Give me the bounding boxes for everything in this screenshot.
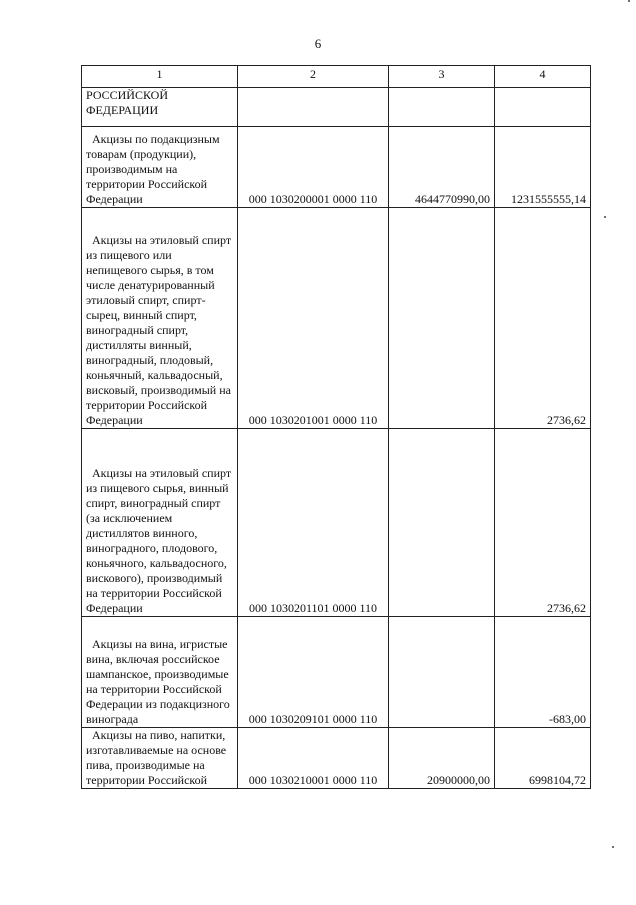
table-row [82, 127, 591, 208]
row-value-col4: 2736,62 [495, 429, 591, 617]
table-row [82, 88, 591, 127]
row-value-col3: 4644770990,00 [389, 127, 495, 208]
scan-speck [612, 846, 614, 848]
row-name: Акцизы по подакцизным товарам (продукции), производимым на территории Российской Федерации [82, 127, 238, 208]
row-value-col3 [389, 429, 495, 617]
row-code: 000 1030200001 0000 110 [238, 127, 389, 208]
row-name: Акцизы на вина, игристые вина, включая российское шампанское, производимые на территории Российской Федерации из подакцизного винограда [82, 617, 238, 728]
row-code: 000 1030201101 0000 110 [238, 429, 389, 617]
column-header: 1 [82, 66, 238, 88]
row-value-col3 [389, 88, 495, 127]
table-row [82, 728, 591, 789]
row-value-col3: 20900000,00 [389, 728, 495, 789]
scan-speck [628, 0, 630, 2]
table-header-row [82, 66, 591, 88]
table-row [82, 617, 591, 728]
row-value-col4 [495, 88, 591, 127]
row-value-col3 [389, 208, 495, 429]
column-header: 4 [495, 66, 591, 88]
column-header: 2 [238, 66, 389, 88]
row-value-col4: 6998104,72 [495, 728, 591, 789]
scan-speck [604, 216, 606, 218]
row-code: 000 1030209101 0000 110 [238, 617, 389, 728]
row-value-col4: 1231555555,14 [495, 127, 591, 208]
row-name: РОССИЙСКОЙ ФЕДЕРАЦИИ [82, 88, 238, 127]
row-code [238, 88, 389, 127]
row-name: Акцизы на этиловый спирт из пищевого или непищевого сырья, в том числе денатурированный этиловый спирт, спирт-сырец, винный спирт, виноградный спирт, дистилляты винный, виноградный, плодовый, коньячный, кальвадосный, висковый, производимый на территории Российской Федерации [82, 208, 238, 429]
table-row [82, 208, 591, 429]
row-code: 000 1030201001 0000 110 [238, 208, 389, 429]
row-name: Акцизы на пиво, напитки, изготавливаемые на основе пива, производимые на территории Российской [82, 728, 238, 789]
revenue-table [81, 65, 591, 789]
row-code: 000 1030210001 0000 110 [238, 728, 389, 789]
page-number: 6 [314, 36, 322, 51]
table-row [82, 429, 591, 617]
column-header: 3 [389, 66, 495, 88]
row-value-col3 [389, 617, 495, 728]
row-value-col4: -683,00 [495, 617, 591, 728]
row-value-col4: 2736,62 [495, 208, 591, 429]
row-name: Акцизы на этиловый спирт из пищевого сырья, винный спирт, виноградный спирт (за исключением дистиллятов винного, виноградного, плодового, коньячного, кальвадосного, вискового), производимый на территории Российской Федерации [82, 429, 238, 617]
